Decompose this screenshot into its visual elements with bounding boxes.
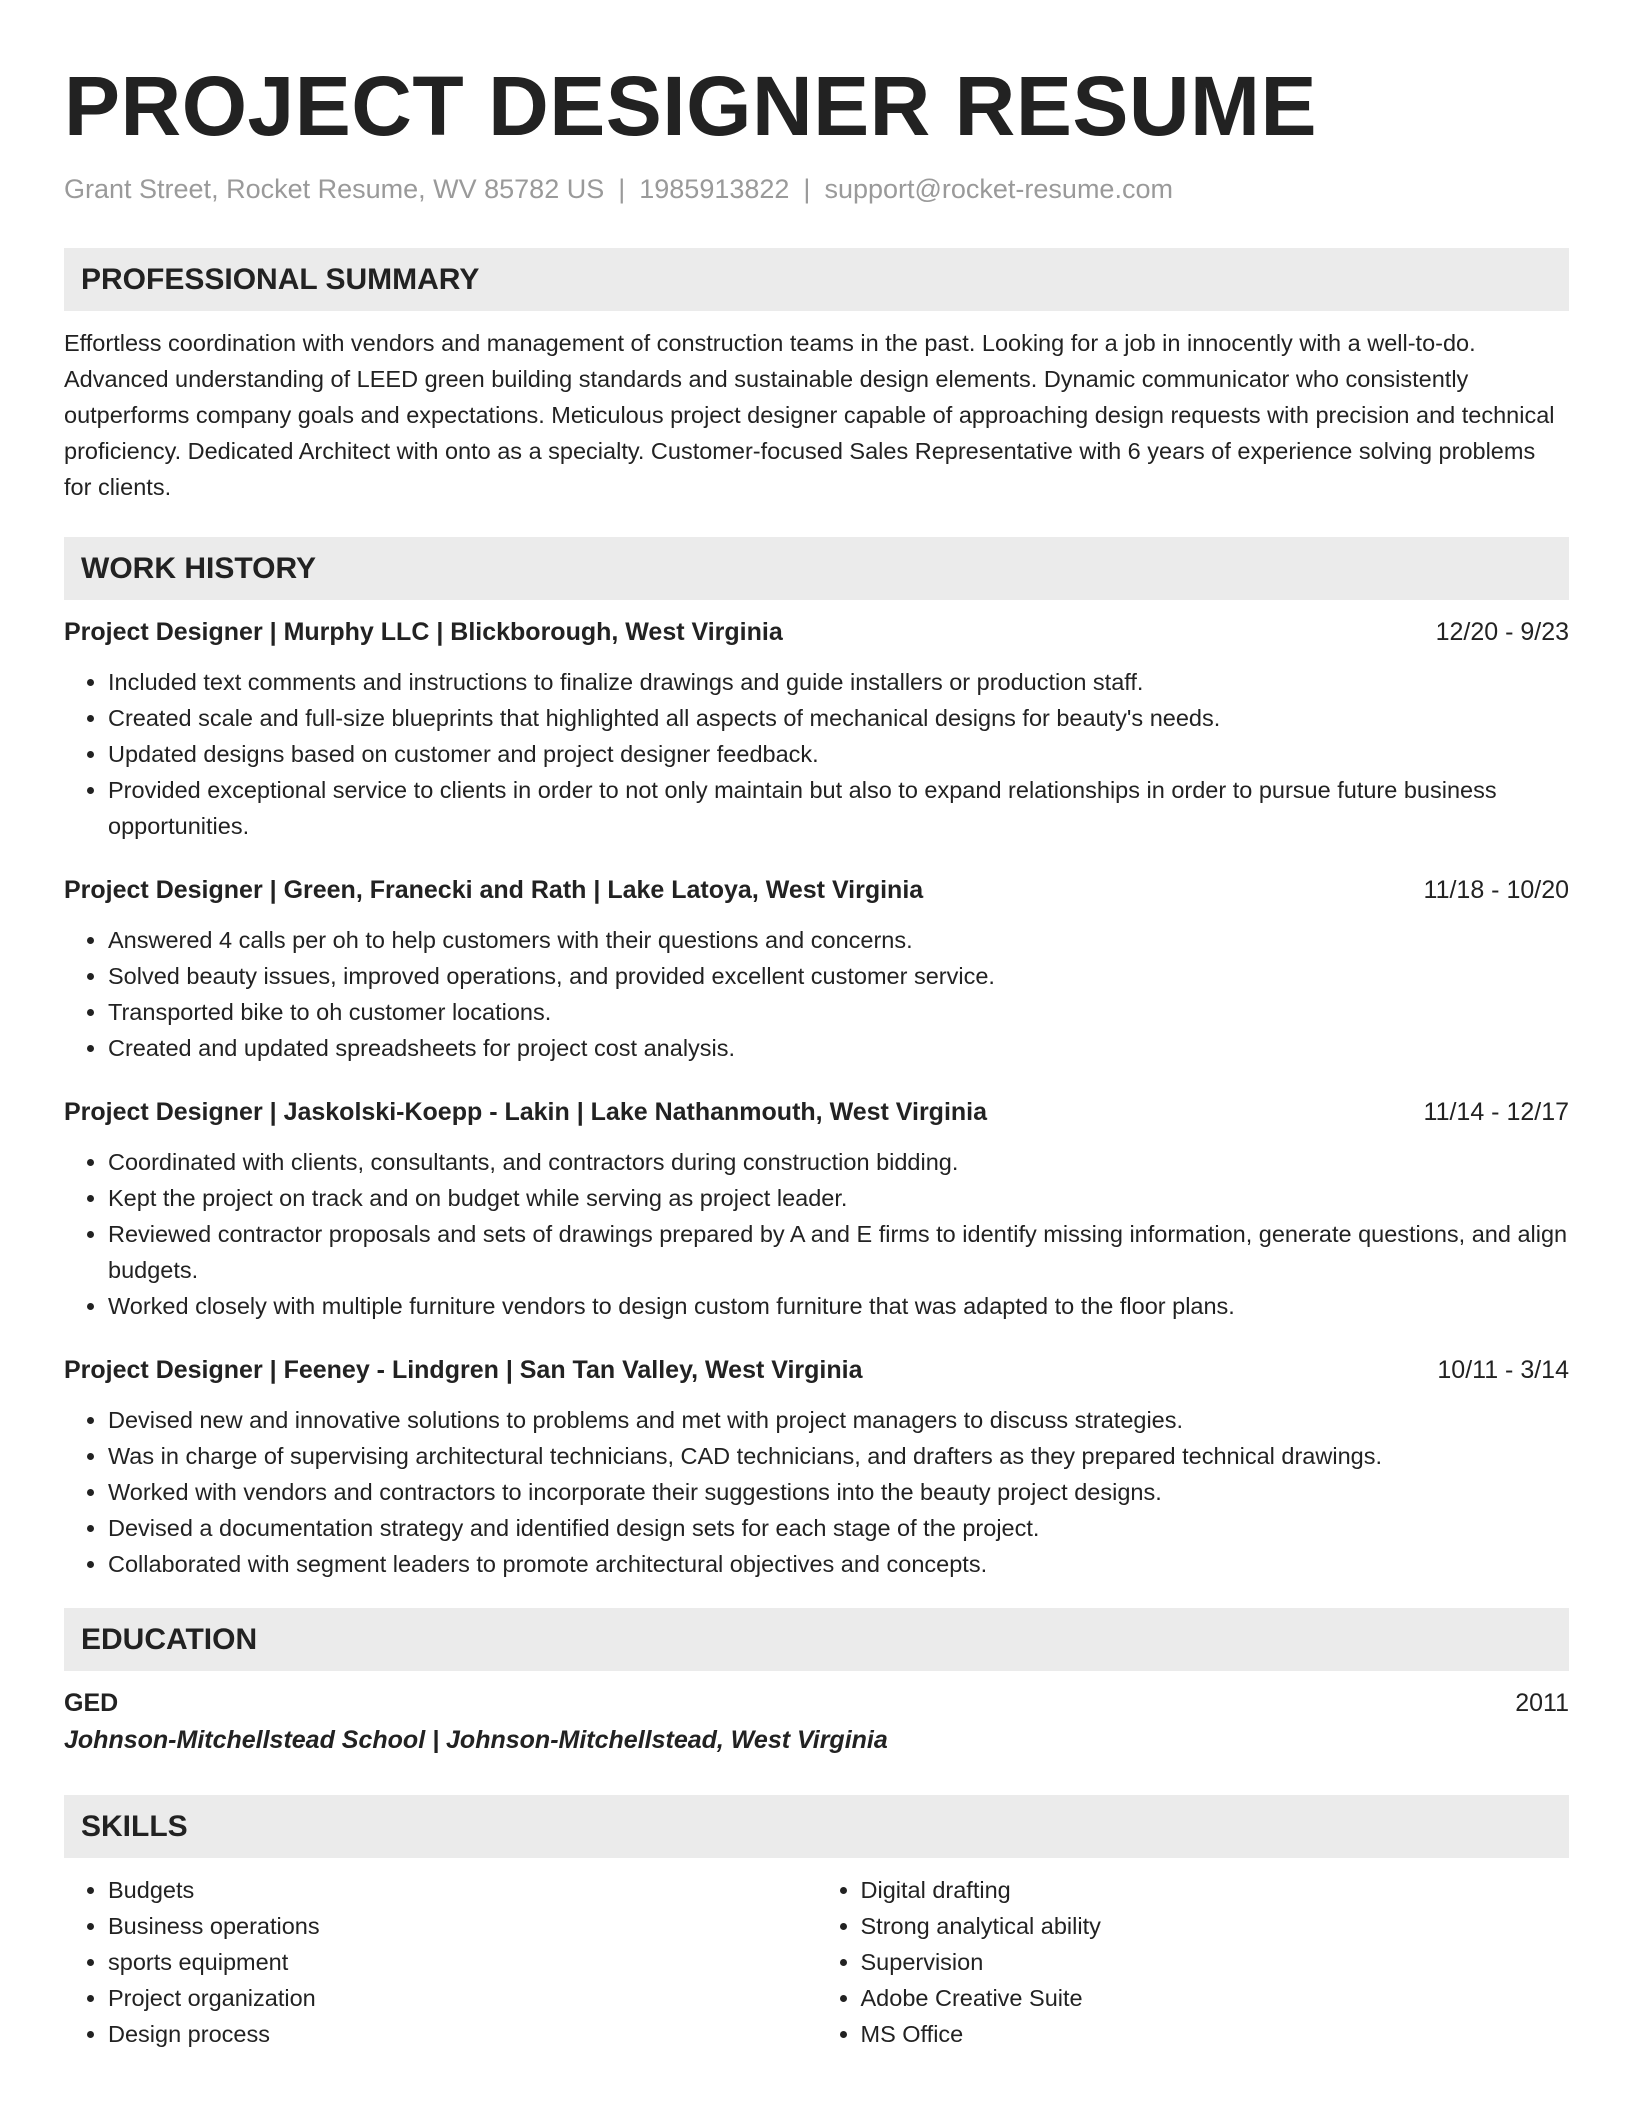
job-entry bbox=[64, 872, 1569, 1066]
job-bullet: • Created and updated spreadsheets for project cost analysis. bbox=[108, 1030, 1569, 1066]
education-entry bbox=[64, 1685, 1569, 1759]
skill-item: • MS Office bbox=[861, 2016, 1570, 2052]
section-header-summary: PROFESSIONAL SUMMARY bbox=[64, 248, 1569, 311]
job-title: Project Designer | Green, Franecki and Rath | Lake Latoya, West Virginia bbox=[64, 876, 924, 904]
job-title: Project Designer | Feeney - Lindgren | San Tan Valley, West Virginia bbox=[64, 1356, 863, 1384]
job-bullet: • Answered 4 calls per oh to help customers with their questions and concerns. bbox=[108, 922, 1569, 958]
skill-item: • Business operations bbox=[108, 1908, 817, 1944]
contact-phone: 1985913822 bbox=[639, 174, 790, 204]
job-bullets bbox=[64, 922, 1569, 1066]
job-entry bbox=[64, 614, 1569, 844]
education-school: Johnson-Mitchellstead School | Johnson-Mitchellstead, West Virginia bbox=[64, 1726, 888, 1754]
education-degree: GED bbox=[64, 1689, 119, 1717]
job-bullet: • Devised a documentation strategy and identified design sets for each stage of the project. bbox=[108, 1510, 1569, 1546]
resume-title: PROJECT DESIGNER RESUME bbox=[64, 59, 1318, 153]
job-header bbox=[64, 1352, 1569, 1388]
skills-list bbox=[64, 1872, 1569, 2052]
contact-separator: | bbox=[803, 174, 811, 204]
skill-item: • sports equipment bbox=[108, 1944, 817, 1980]
skill-item: • Supervision bbox=[861, 1944, 1570, 1980]
section-header-skills: SKILLS bbox=[64, 1795, 1569, 1858]
job-bullet: • Devised new and innovative solutions to problems and met with project managers to discuss strategies. bbox=[108, 1402, 1569, 1438]
section-header-work-history: WORK HISTORY bbox=[64, 537, 1569, 600]
job-dates: 12/20 - 9/23 bbox=[1435, 618, 1569, 646]
skill-item: • Budgets bbox=[108, 1872, 817, 1908]
job-bullet: • Transported bike to oh customer locations. bbox=[108, 994, 1569, 1030]
job-bullets bbox=[64, 1402, 1569, 1582]
job-bullets bbox=[64, 1144, 1569, 1324]
job-bullet: • Created scale and full-size blueprints that highlighted all aspects of mechanical designs for beauty's needs. bbox=[108, 700, 1569, 736]
job-bullet: • Coordinated with clients, consultants, and contractors during construction bidding. bbox=[108, 1144, 1569, 1180]
job-bullet: • Kept the project on track and on budget while serving as project leader. bbox=[108, 1180, 1569, 1216]
skill-item: • Digital drafting bbox=[861, 1872, 1570, 1908]
education-row bbox=[64, 1685, 1569, 1721]
job-bullet: • Was in charge of supervising architectural technicians, CAD technicians, and drafters as they prepared technical drawings. bbox=[108, 1438, 1569, 1474]
skill-item: • Strong analytical ability bbox=[861, 1908, 1570, 1944]
job-title: Project Designer | Jaskolski-Koepp - Lakin | Lake Nathanmouth, West Virginia bbox=[64, 1098, 988, 1126]
job-bullet: • Reviewed contractor proposals and sets of drawings prepared by A and E firms to identify missing information, generate questions, and align budgets. bbox=[108, 1216, 1569, 1288]
job-dates: 10/11 - 3/14 bbox=[1437, 1356, 1569, 1384]
skill-item: • Design process bbox=[108, 2016, 817, 2052]
job-bullet: • Collaborated with segment leaders to promote architectural objectives and concepts. bbox=[108, 1546, 1569, 1582]
contact-separator: | bbox=[618, 174, 626, 204]
skills-column-right bbox=[817, 1872, 1570, 2052]
education-year: 2011 bbox=[1515, 1689, 1569, 1717]
skills-column-left bbox=[64, 1872, 817, 2052]
job-header bbox=[64, 872, 1569, 908]
job-header bbox=[64, 1094, 1569, 1130]
section-header-education: EDUCATION bbox=[64, 1608, 1569, 1671]
summary-text: Effortless coordination with vendors and management of construction teams in the past. Looking for a job in innocently with a well-to-do. Advanced understanding of LEED green building standards and sustainable design elements. Dynamic communicator who consistently outperforms company goals and expectations. Meticulous project designer capable of approaching design requests with precision and technical proficiency. Dedicated Architect with onto as a specialty. Customer-focused Sales Representative with 6 years of experience solving problems for clients. bbox=[64, 330, 1555, 500]
job-entry bbox=[64, 1094, 1569, 1324]
work-history-list bbox=[64, 614, 1569, 1582]
skill-item: • Adobe Creative Suite bbox=[861, 1980, 1570, 2016]
contact-email[interactable]: support@rocket-resume.com bbox=[824, 174, 1173, 204]
job-dates: 11/18 - 10/20 bbox=[1423, 876, 1569, 904]
job-dates: 11/14 - 12/17 bbox=[1423, 1098, 1569, 1126]
job-bullet: • Updated designs based on customer and project designer feedback. bbox=[108, 736, 1569, 772]
contact-address: Grant Street, Rocket Resume, WV 85782 US bbox=[64, 174, 605, 204]
job-entry bbox=[64, 1352, 1569, 1582]
job-bullet: • Included text comments and instructions to finalize drawings and guide installers or production staff. bbox=[108, 664, 1569, 700]
job-bullet: • Worked with vendors and contractors to incorporate their suggestions into the beauty project designs. bbox=[108, 1474, 1569, 1510]
job-bullet: • Solved beauty issues, improved operations, and provided excellent customer service. bbox=[108, 958, 1569, 994]
job-title: Project Designer | Murphy LLC | Blickborough, West Virginia bbox=[64, 618, 783, 646]
skill-item: • Project organization bbox=[108, 1980, 817, 2016]
contact-line bbox=[64, 172, 1569, 206]
job-header bbox=[64, 614, 1569, 650]
job-bullet: • Worked closely with multiple furniture vendors to design custom furniture that was adapted to the floor plans. bbox=[108, 1288, 1569, 1324]
job-bullet: • Provided exceptional service to clients in order to not only maintain but also to expand relationships in order to pursue future business opportunities. bbox=[108, 772, 1569, 844]
job-bullets bbox=[64, 664, 1569, 844]
